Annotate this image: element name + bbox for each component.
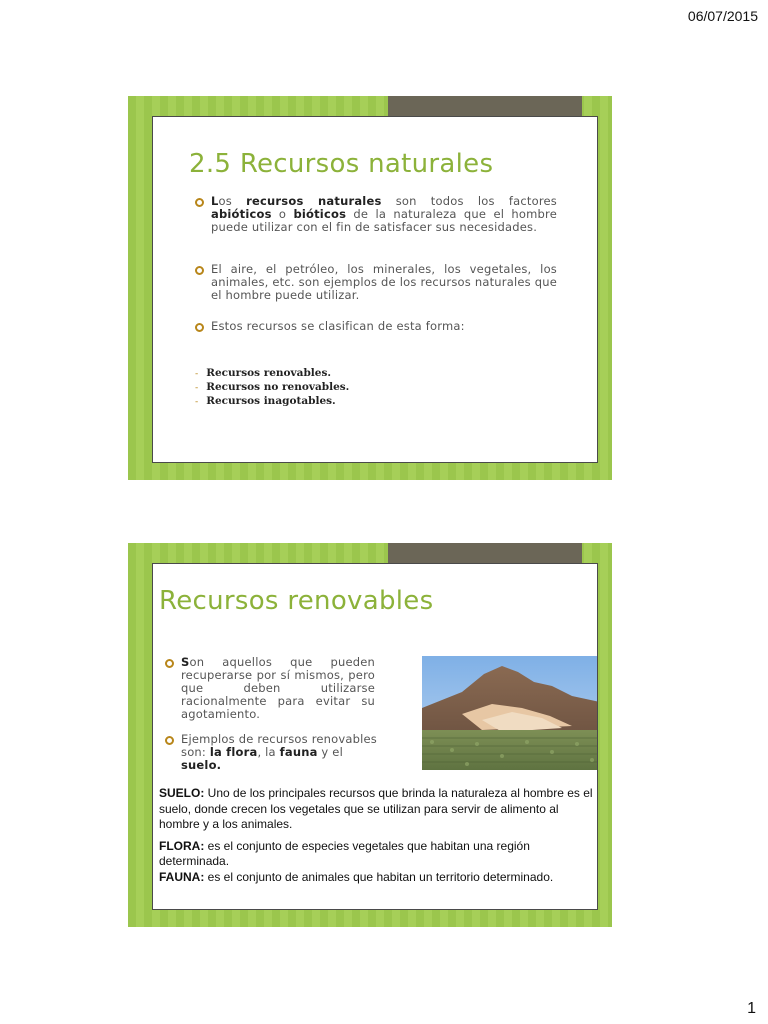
list-item: - Recursos inagotables. (195, 395, 336, 407)
page-number: 1 (747, 1000, 756, 1017)
definitions-box (159, 786, 597, 891)
slide-title: Recursos renovables (159, 586, 434, 616)
bullet-ring-icon (195, 198, 204, 207)
bullet-text: Los recursos naturales son todos los factores abióticos o bióticos de la naturaleza que el hombre puede utilizar con el fin de satisfacer sus necesidades. (211, 194, 557, 234)
slide-title: 2.5 Recursos naturales (189, 149, 494, 179)
page-date: 06/07/2015 (687, 8, 758, 24)
bullet-text: Ejemplos de recursos renovables son: la flora, la fauna y el suelo. (181, 732, 378, 772)
bullet-clasificacion (195, 320, 557, 333)
slide-recursos-naturales (128, 96, 612, 480)
suelo-definition: SUELO: Uno de los principales recursos que brinda la naturaleza al hombre es el suelo, donde crecen los vegetales que se utilizan para servir de alimento al hombre y a los animales. (159, 786, 593, 831)
bullet-ring-icon (165, 736, 174, 745)
landscape-image (422, 656, 598, 770)
resource-type-list (195, 367, 349, 409)
bullet-text: Estos recursos se clasifican de esta forma: (211, 319, 465, 333)
bullet-ring-icon (195, 323, 204, 332)
bullet-ring-icon (165, 659, 174, 668)
fauna-definition: FAUNA: es el conjunto de animales que habitan un territorio determinado. (159, 869, 554, 884)
list-item: - Recursos renovables. (195, 367, 332, 379)
slide-content (152, 116, 598, 463)
bullet-definicion (195, 195, 557, 234)
bullet-definicion (165, 656, 375, 721)
flora-definition: FLORA: es el conjunto de especies vegetales que habitan una región determinada. (159, 838, 530, 868)
mountain-landscape-photo (422, 656, 598, 770)
bullet-ring-icon (195, 266, 204, 275)
slide-recursos-renovables (128, 543, 612, 927)
bullet-text: Son aquellos que pueden recuperarse por sí mismos, pero que deben utilizarse racionalmente para evitar su agotamiento. (181, 655, 375, 721)
bullet-ejemplos (165, 733, 380, 772)
bullet-ejemplos (195, 263, 557, 302)
list-item: - Recursos no renovables. (195, 381, 350, 393)
slide-content (152, 563, 598, 910)
bullet-text: El aire, el petróleo, los minerales, los vegetales, los animales, etc. son ejemplos de los recursos naturales que el hombre puede utilizar. (211, 262, 557, 302)
